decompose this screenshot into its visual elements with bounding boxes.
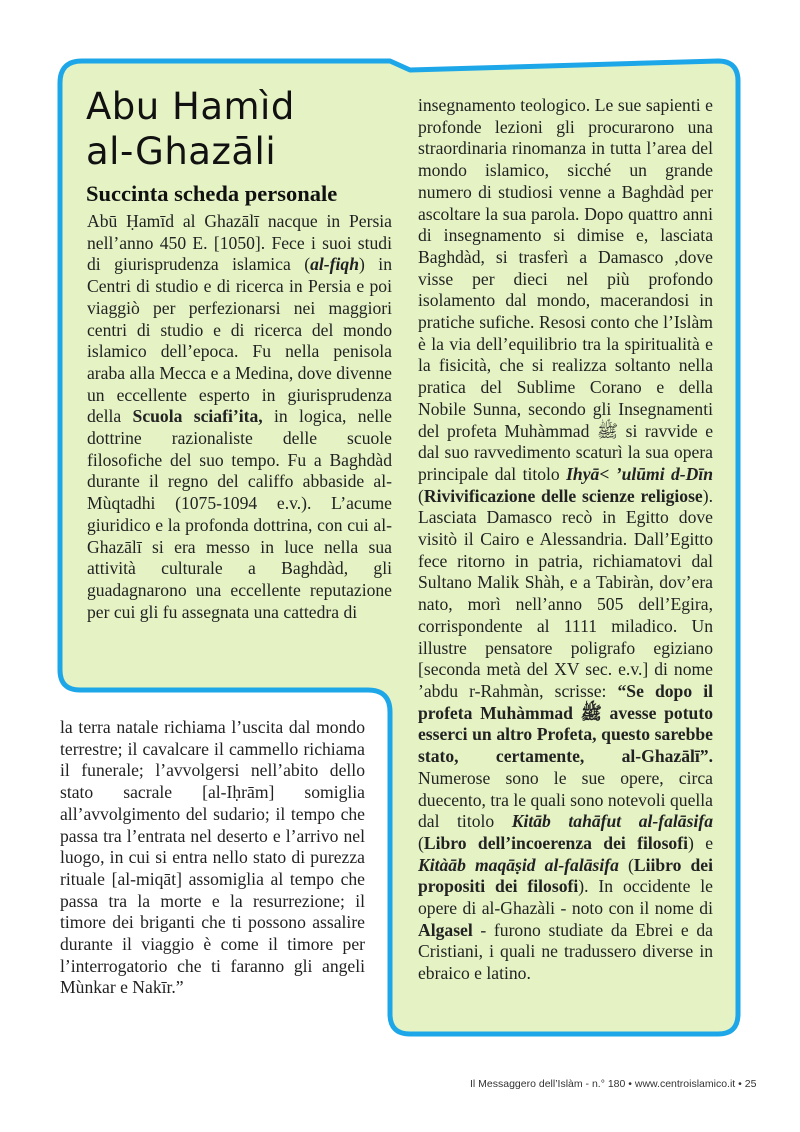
- text-run: Abū Ḥamīd al Ghazālī nacque in Persia nell’anno 450 E. [1050]. Fece i suoi studi di giurisprudenza islamica (: [87, 211, 392, 275]
- right-column-text: [418, 95, 713, 985]
- text-run: - furono studiate da Ebrei e da Cristiani, i quali ne tradussero diverse in ebraico e latino.: [418, 919, 713, 984]
- text-run: (: [418, 485, 424, 506]
- left-paragraph: [87, 211, 392, 623]
- book-title-tahafut: Kitāb tahāfut al-falāsifa: [511, 811, 713, 832]
- right-paragraph: [418, 95, 713, 985]
- book-translation-ihya: Rivivificazione delle scienze religiose: [423, 485, 703, 506]
- book-translation-maqasid: Liibro dei propositi dei filosofi: [418, 854, 713, 897]
- book-translation-tahafut: Libro dell’incoerenza dei filosofi: [423, 832, 688, 853]
- left-column-text: [87, 211, 392, 623]
- bottom-paragraph: la terra natale richiama l’uscita dal mondo terrestre; il cavalcare il cammello richiama il funerale; l’avvolgersi nell’abito dello stato sacrale [al-Iḥrām] somiglia all’avvolgimento del sudario; il tempo che passa tra l’entrata nel deserto e l’arrivo nel luogo, in cui si entra nello stato di purezza rituale [al-miqāt] assomiglia al tempo che passa tra la morte e la resurrezione; il timore dei briganti che ti possono assalire durante il viaggio è come il timore per l’interrogatorio che ti faranno gli angeli Mùnkar e Nakīr.”: [60, 717, 365, 998]
- name-algasel: Algasel: [418, 919, 473, 940]
- term-al-fiqh: al-fiqh: [310, 254, 359, 275]
- text-run: (: [618, 854, 634, 875]
- bottom-column-text: [60, 717, 365, 999]
- title-line-1: Abu Hamìd: [86, 85, 295, 128]
- page-footer: Il Messaggero dell’Islàm - n.° 180 • www.centroislamico.it • 25: [470, 1078, 757, 1090]
- text-run: insegnamento teologico. Le sue sapienti e profonde lezioni gli procurarono una straordinaria rinomanza in tutta l’area del mondo islamico, sicché un grande numero di studiosi venne a Baghdàd per ascoltare la sua parola. Dopo quattro anni di insegnamento si dimise e, lasciata Baghdàd, si trasferì a Damasco ,dove visse per dieci nel più profondo isolamento dal mondo, macerandosi in pratiche sufiche. Resosi conto che l’Islàm è la via dell’equilibrio tra la spiritualità e la fisicità, che si realizza soltanto nella pratica del Sublime Corano e della Nobile Sunna, secondo gli Insegnamenti del profeta Muhàmmad ﷺ si ravvide e dal suo ravvedimento scaturì la sua opera principale dal titolo: [418, 95, 714, 484]
- book-title-maqasid: Kitàāb maqāṣid al-falāsifa: [418, 854, 619, 875]
- term-scuola-sciafiita: Scuola sciafi’ita,: [132, 406, 263, 427]
- book-title-ihya: Ihyā< ’ulūmi d-Dīn: [566, 463, 713, 484]
- text-run: in logica, nelle dottrine razionaliste delle scuole filosofiche del suo tempo. Fu a Baghdàd durante il regno del califfo abbaside al-Mùqtadhi (1075-1094 e.v.). L’acume giuridico e la profonda dottrina, con cui al-Ghazālī si era messo in luce nella sua attività culturale a Baghdàd, gli guadagnarono una eccellente reputazione per cui gli fu assegnata una cattedra di: [87, 406, 392, 622]
- title-line-2: al-Ghazāli: [86, 130, 277, 173]
- text-run: ) e: [687, 832, 713, 853]
- text-run: ) in Centri di studio e di ricerca in Persia e poi viaggiò per perfezionarsi nei maggiori centri di studio e di ricerca del mondo islamico dell’epoca. Fu nella penisola araba alla Mecca e a Medina, dove divenne un eccellente esperto in giurisprudenza della: [87, 254, 392, 427]
- text-run: Numerose sono le sue opere, circa duecento, tra le quali sono notevoli quella dal titolo: [418, 767, 713, 832]
- text-run: ). In occidente le opere di al-Ghazàli - noto con il nome di: [418, 876, 713, 919]
- page-subtitle: Succinta scheda personale: [86, 181, 338, 206]
- page-title: [86, 84, 406, 174]
- quote-abdu-rrahman: “Se dopo il profeta Muhàmmad ﷺ avesse potuto esserci un altro Profeta, questo sarebbe stato, certamente, al-Ghazālī”.: [418, 680, 713, 767]
- text-run: (: [418, 832, 424, 853]
- text-run: ). Lasciata Damasco recò in Egitto dove visitò il Cairo e Alessandria. Dall’Egitto fece ritorno in patria, richiamatovi dal Sultano Malik Shàh, e a Tabiràn, dov’era nato, morì nell’anno 505 dell’Egira, corrispondente al 1111 miladico. Un illustre pensatore poligrafo egiziano [seconda metà del XV sec. e.v.] di nome ’abdu r-Rahmàn, scrisse:: [418, 485, 713, 701]
